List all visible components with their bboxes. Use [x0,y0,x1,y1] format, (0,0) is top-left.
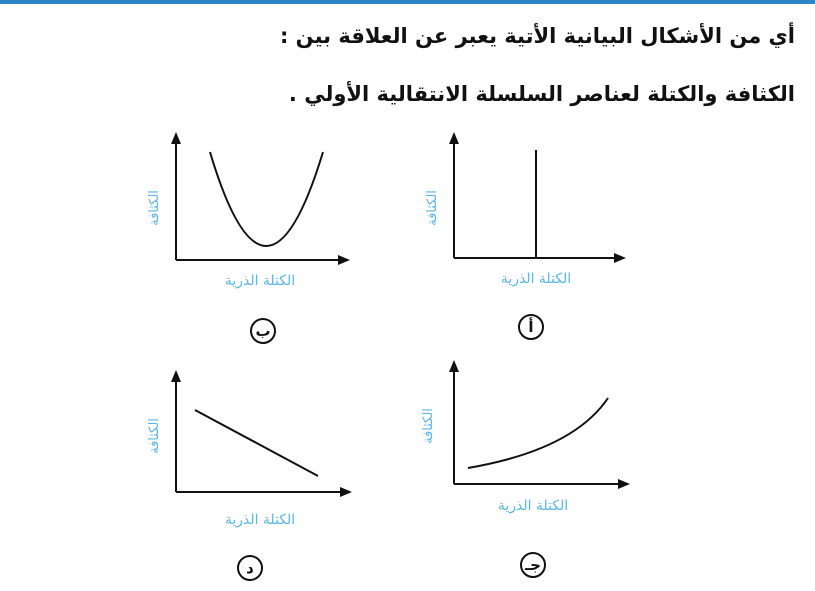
x-axis-label: الكتلة الذرية [224,273,296,289]
graph-c [418,358,648,528]
x-axis-label: الكتلة الذرية [497,498,569,514]
choice-c[interactable]: جـ [520,552,546,578]
decreasing-line [195,410,318,476]
y-axis-arrow [449,360,459,372]
choice-d[interactable]: د [237,555,263,581]
x-axis-label: الكتلة الذرية [224,512,296,528]
graph-a-svg [418,130,648,300]
question-line-2: الكثافة والكتلة لعناصر السلسلة الانتقالية الأولي . [288,82,795,106]
graph-d-svg [140,368,370,538]
u-curve [210,152,323,246]
y-axis-arrow [449,132,459,144]
y-axis-label: الكثافة [421,408,436,444]
y-axis-label: الكثافة [147,190,162,226]
graph-a [418,130,648,300]
increasing-curve [468,398,608,468]
choice-a[interactable]: أ [518,314,544,340]
graph-c-svg [418,358,648,528]
y-axis-label: الكثافة [425,190,440,226]
x-axis-arrow [338,255,350,265]
x-axis-arrow [614,253,626,263]
question-line-1: أي من الأشكال البيانية الأتية يعبر عن العلاقة بين : [279,24,795,48]
y-axis-arrow [171,132,181,144]
graph-d [140,368,370,538]
x-axis-arrow [340,487,352,497]
y-axis-arrow [171,370,181,382]
graph-b [140,130,370,300]
x-axis-label: الكتلة الذرية [500,271,572,287]
x-axis-arrow [618,479,630,489]
y-axis-label: الكثافة [147,418,162,454]
choice-b[interactable]: ب [250,318,276,344]
graph-b-svg [140,130,370,300]
top-border [0,0,815,4]
